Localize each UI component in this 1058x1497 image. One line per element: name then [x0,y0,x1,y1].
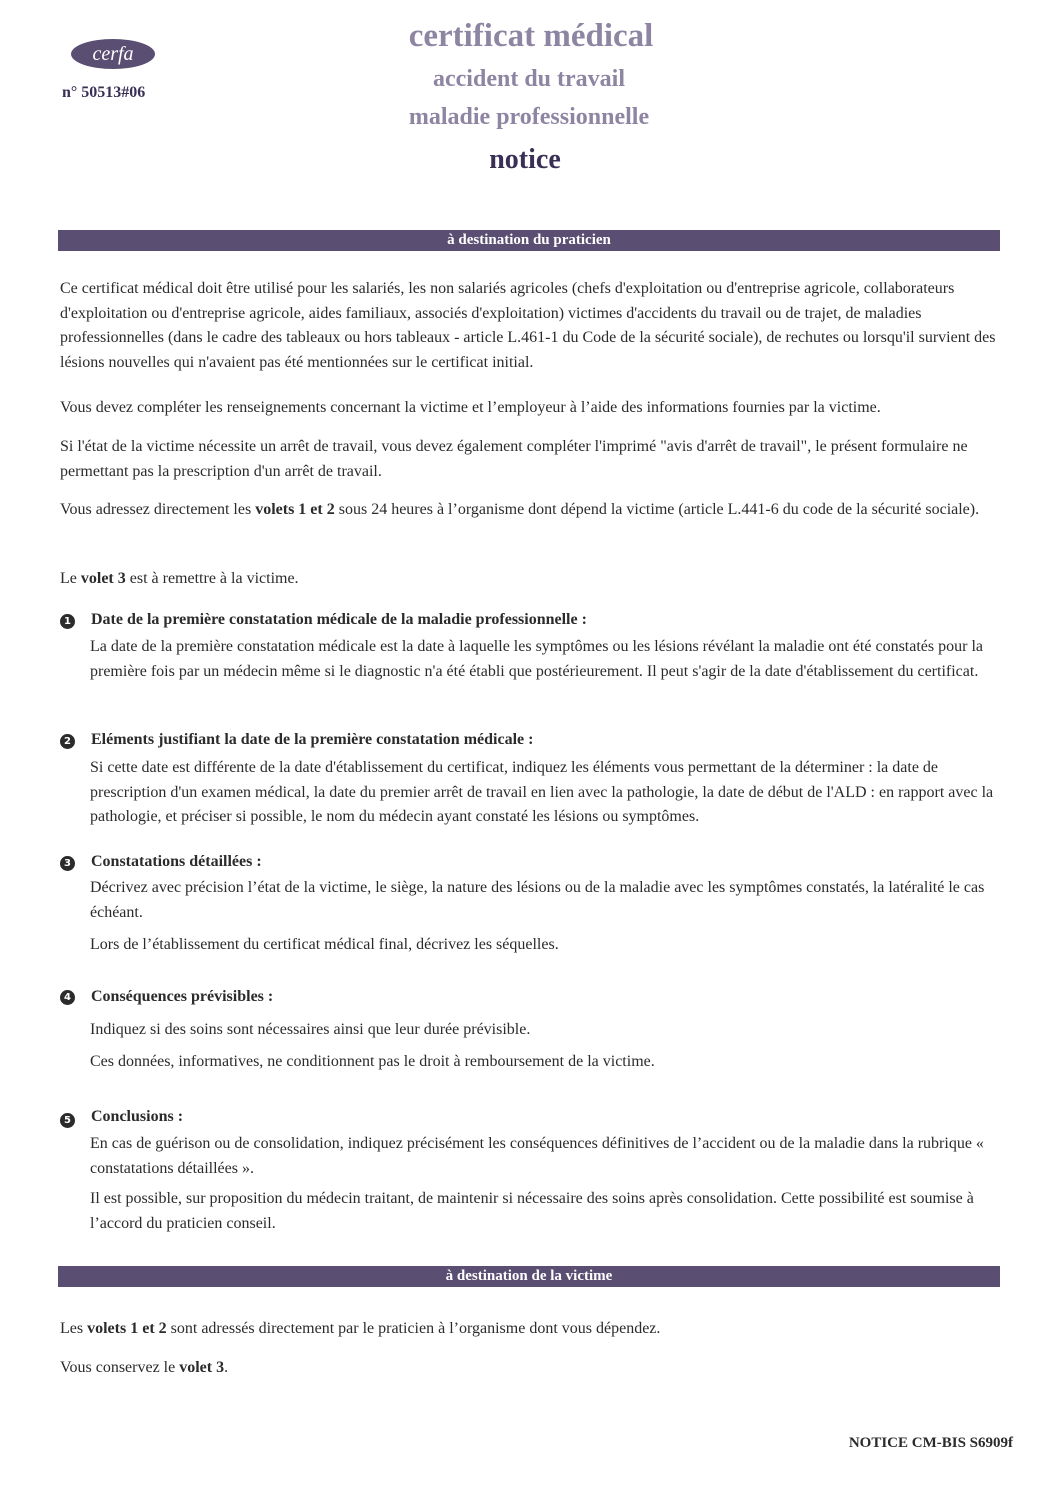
document-subtitle-accident: accident du travail [433,66,625,92]
item-title-2: Eléments justifiant la date de la première constatation médicale : [91,731,534,748]
item-number-5: 5 [60,1113,75,1128]
victime-volet-3-bold: volet 3 [179,1359,225,1376]
item-text-1: La date de la première constatation médicale est la date à laquelle les symptômes ou les lésions révélant la maladie ont été constatés pour la première fois par un médecin même si le diagnostic n'a été établi que postérieurement. Il peut s'agir de la date d'établissement du certificat. [90,638,983,680]
notice-heading: notice [489,144,561,175]
item-text-4b: Ces données, informatives, ne conditionnent pas le droit à remboursement de la victime. [90,1053,655,1070]
form-number: n° 50513#06 [62,84,146,101]
intro-paragraph: Ce certificat médical doit être utilisé pour les salariés, les non salariés agricoles (chefs d'exploitation ou d'entreprise agricole, collaborateurs d'exploitation ou d'entreprise agricole, aides familiaux, associés d'exploitation) victimes d'accidents du travail ou de trajet, de maladies professionnelles (dans le cadre des tableaux ou hors tableaux - article L.461-1 du Code de la sécurité sociale), de rechutes ou lorsqu'il survient des lésions nouvelles qui n'avaient pas été mentionnées sur le certificat initial. [60,280,996,371]
item-title-3: Constatations détaillées : [91,853,262,870]
cerfa-logo-text: cerfa [92,43,134,65]
victime-paragraph-volets: Les volets 1 et 2 sont adressés directement par le praticien à l’organisme dont vous dépendez. [60,1320,661,1337]
document-subtitle-maladie: maladie professionnelle [408,104,650,130]
item-text-5a: En cas de guérison ou de consolidation, indiquez précisément les conséquences définitives de l’accident ou de la maladie dans la rubrique « constatations détaillées ». [90,1135,984,1177]
document-title: certificat médical [408,18,654,54]
item-text-5b: Il est possible, sur proposition du médecin traitant, de maintenir si nécessaire des soins après consolidation. Cette possibilité est soumise à l’accord du praticien conseil. [90,1190,974,1232]
paragraph-volet-3: Le volet 3 est à remettre à la victime. [60,570,299,587]
footer-reference: NOTICE CM-BIS S6909f [848,1435,1013,1451]
paragraph-arret-travail: Si l'état de la victime nécessite un arrêt de travail, vous devez également compléter l'imprimé "avis d'arrêt de travail", le présent formulaire ne permettant pas la prescription d'un arrêt de travail. [60,438,968,480]
item-text-4a: Indiquez si des soins sont nécessaires ainsi que leur durée prévisible. [90,1021,531,1038]
item-text-3a: Décrivez avec précision l’état de la victime, le siège, la nature des lésions ou de la maladie avec les symptômes constatés, la latéralité le cas échéant. [90,879,985,921]
item-number-2: 2 [60,734,75,749]
item-title-4: Conséquences prévisibles : [91,988,274,1005]
volet-3-bold: volet 3 [80,570,126,587]
item-number-4: 4 [60,990,75,1005]
item-title-5: Conclusions : [91,1108,184,1125]
item-text-3b: Lors de l’établissement du certificat médical final, décrivez les séquelles. [90,936,559,953]
section-heading-praticien: à destination du praticien [58,230,1000,251]
volets-1-2-bold: volets 1 et 2 [255,501,335,518]
item-title-1: Date de la première constatation médicale de la maladie professionnelle : [91,611,587,628]
victime-paragraph-volet-3: Vous conservez le volet 3. [60,1359,229,1376]
item-number-3: 3 [60,856,75,871]
victime-volets-1-2-bold: volets 1 et 2 [87,1320,167,1337]
paragraph-volets-envoi: Vous adressez directement les volets 1 et 2 sous 24 heures à l’organisme dont dépend la victime (article L.441-6 du code de la sécurité sociale). [60,501,980,518]
section-heading-victime: à destination de la victime [58,1266,1000,1287]
item-text-2: Si cette date est différente de la date d'établissement du certificat, indiquez les éléments vous permettant de la déterminer : la date de prescription d'un examen médical, la date du premier arrêt de travail en lien avec la pathologie, la date de début de l'ALD : en rapport avec la pathologie, et préciser si possible, le nom du médecin ayant constaté les lésions ou symptômes. [90,759,994,825]
paragraph-renseignements: Vous devez compléter les renseignements concernant la victime et l’employeur à l’aide des informations fournies par la victime. [60,399,881,416]
item-number-1: 1 [60,614,75,629]
